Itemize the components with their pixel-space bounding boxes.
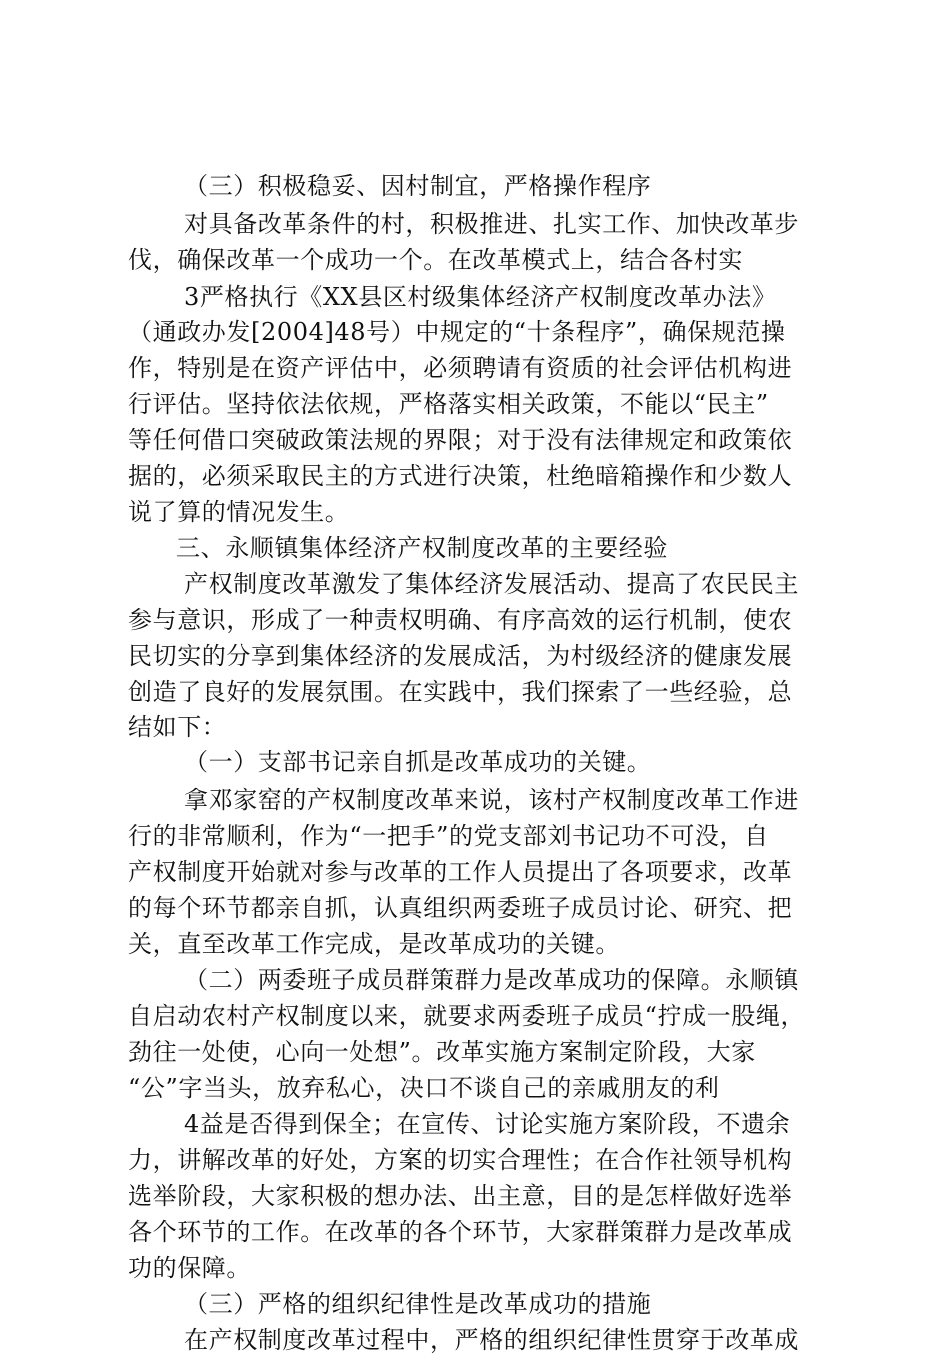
text-line: 劲往一处使，心向一处想”。改革实施方案制定阶段，大家 — [128, 1038, 756, 1066]
section-heading: 三、永顺镇集体经济产权制度改革的主要经验 — [176, 534, 668, 562]
text-line: 创造了良好的发展氛围。在实践中，我们探索了一些经验，总 — [128, 678, 793, 706]
text-line: 4益是否得到保全；在宣传、讨论实施方案阶段，不遗余 — [184, 1110, 791, 1138]
text-line: 行的非常顺利，作为“一把手”的党支部刘书记功不可没，自 — [128, 822, 769, 850]
text-line: 产权制度开始就对参与改革的工作人员提出了各项要求，改革 — [128, 858, 793, 886]
text-line: 参与意识，形成了一种责权明确、有序高效的运行机制，使农 — [128, 606, 793, 634]
text-line: 等任何借口突破政策法规的界限；对于没有法律规定和政策依 — [128, 426, 793, 454]
text-line: 选举阶段，大家积极的想办法、出主意，目的是怎样做好选举 — [128, 1182, 793, 1210]
text-line: 拿邓家窑的产权制度改革来说，该村产权制度改革工作进 — [184, 786, 799, 814]
text-line: 民切实的分享到集体经济的发展成活，为村级经济的健康发展 — [128, 642, 793, 670]
text-line: 行评估。坚持依法依规，严格落实相关政策，不能以“民主” — [128, 390, 769, 418]
text-line: 伐，确保改革一个成功一个。在改革模式上，结合各村实 — [128, 246, 743, 274]
subsection-heading: （二）两委班子成员群策群力是改革成功的保障。永顺镇 — [184, 966, 799, 994]
text-line: 据的，必须采取民主的方式进行决策，杜绝暗箱操作和少数人 — [128, 462, 793, 490]
text-line: 在产权制度改革过程中，严格的组织纪律性贯穿于改革成 — [184, 1326, 799, 1354]
text-line: 结如下： — [128, 713, 227, 741]
text-line: 自启动农村产权制度以来，就要求两委班子成员“拧成一股绳， — [128, 1002, 806, 1030]
text-line: 各个环节的工作。在改革的各个环节，大家群策群力是改革成 — [128, 1218, 793, 1246]
text-line: 对具备改革条件的村，积极推进、扎实工作、加快改革步 — [184, 210, 799, 238]
text-line: 作，特别是在资产评估中，必须聘请有资质的社会评估机构进 — [128, 354, 793, 382]
text-line: 说了算的情况发生。 — [128, 498, 350, 526]
text-line: 功的保障。 — [128, 1254, 251, 1282]
text-line: （三）积极稳妥、因村制宜，严格操作程序 — [184, 172, 652, 200]
text-line: （通政办发[2004]48号）中规定的“十条程序”，确保规范操 — [128, 318, 786, 346]
text-line: 3严格执行《XX县区村级集体经济产权制度改革办法》 — [184, 283, 777, 311]
text-line: 产权制度改革激发了集体经济发展活动、提高了农民民主 — [184, 570, 799, 598]
subsection-heading: （一）支部书记亲自抓是改革成功的关键。 — [184, 748, 652, 776]
text-line: 关，直至改革工作完成，是改革成功的关键。 — [128, 930, 620, 958]
text-line: 力，讲解改革的好处，方案的切实合理性；在合作社领导机构 — [128, 1146, 793, 1174]
text-line: 的每个环节都亲自抓，认真组织两委班子成员讨论、研究、把 — [128, 894, 793, 922]
subsection-heading: （三）严格的组织纪律性是改革成功的措施 — [184, 1290, 652, 1318]
text-line: “公”字当头，放弃私心，决口不谈自己的亲戚朋友的利 — [128, 1074, 720, 1102]
